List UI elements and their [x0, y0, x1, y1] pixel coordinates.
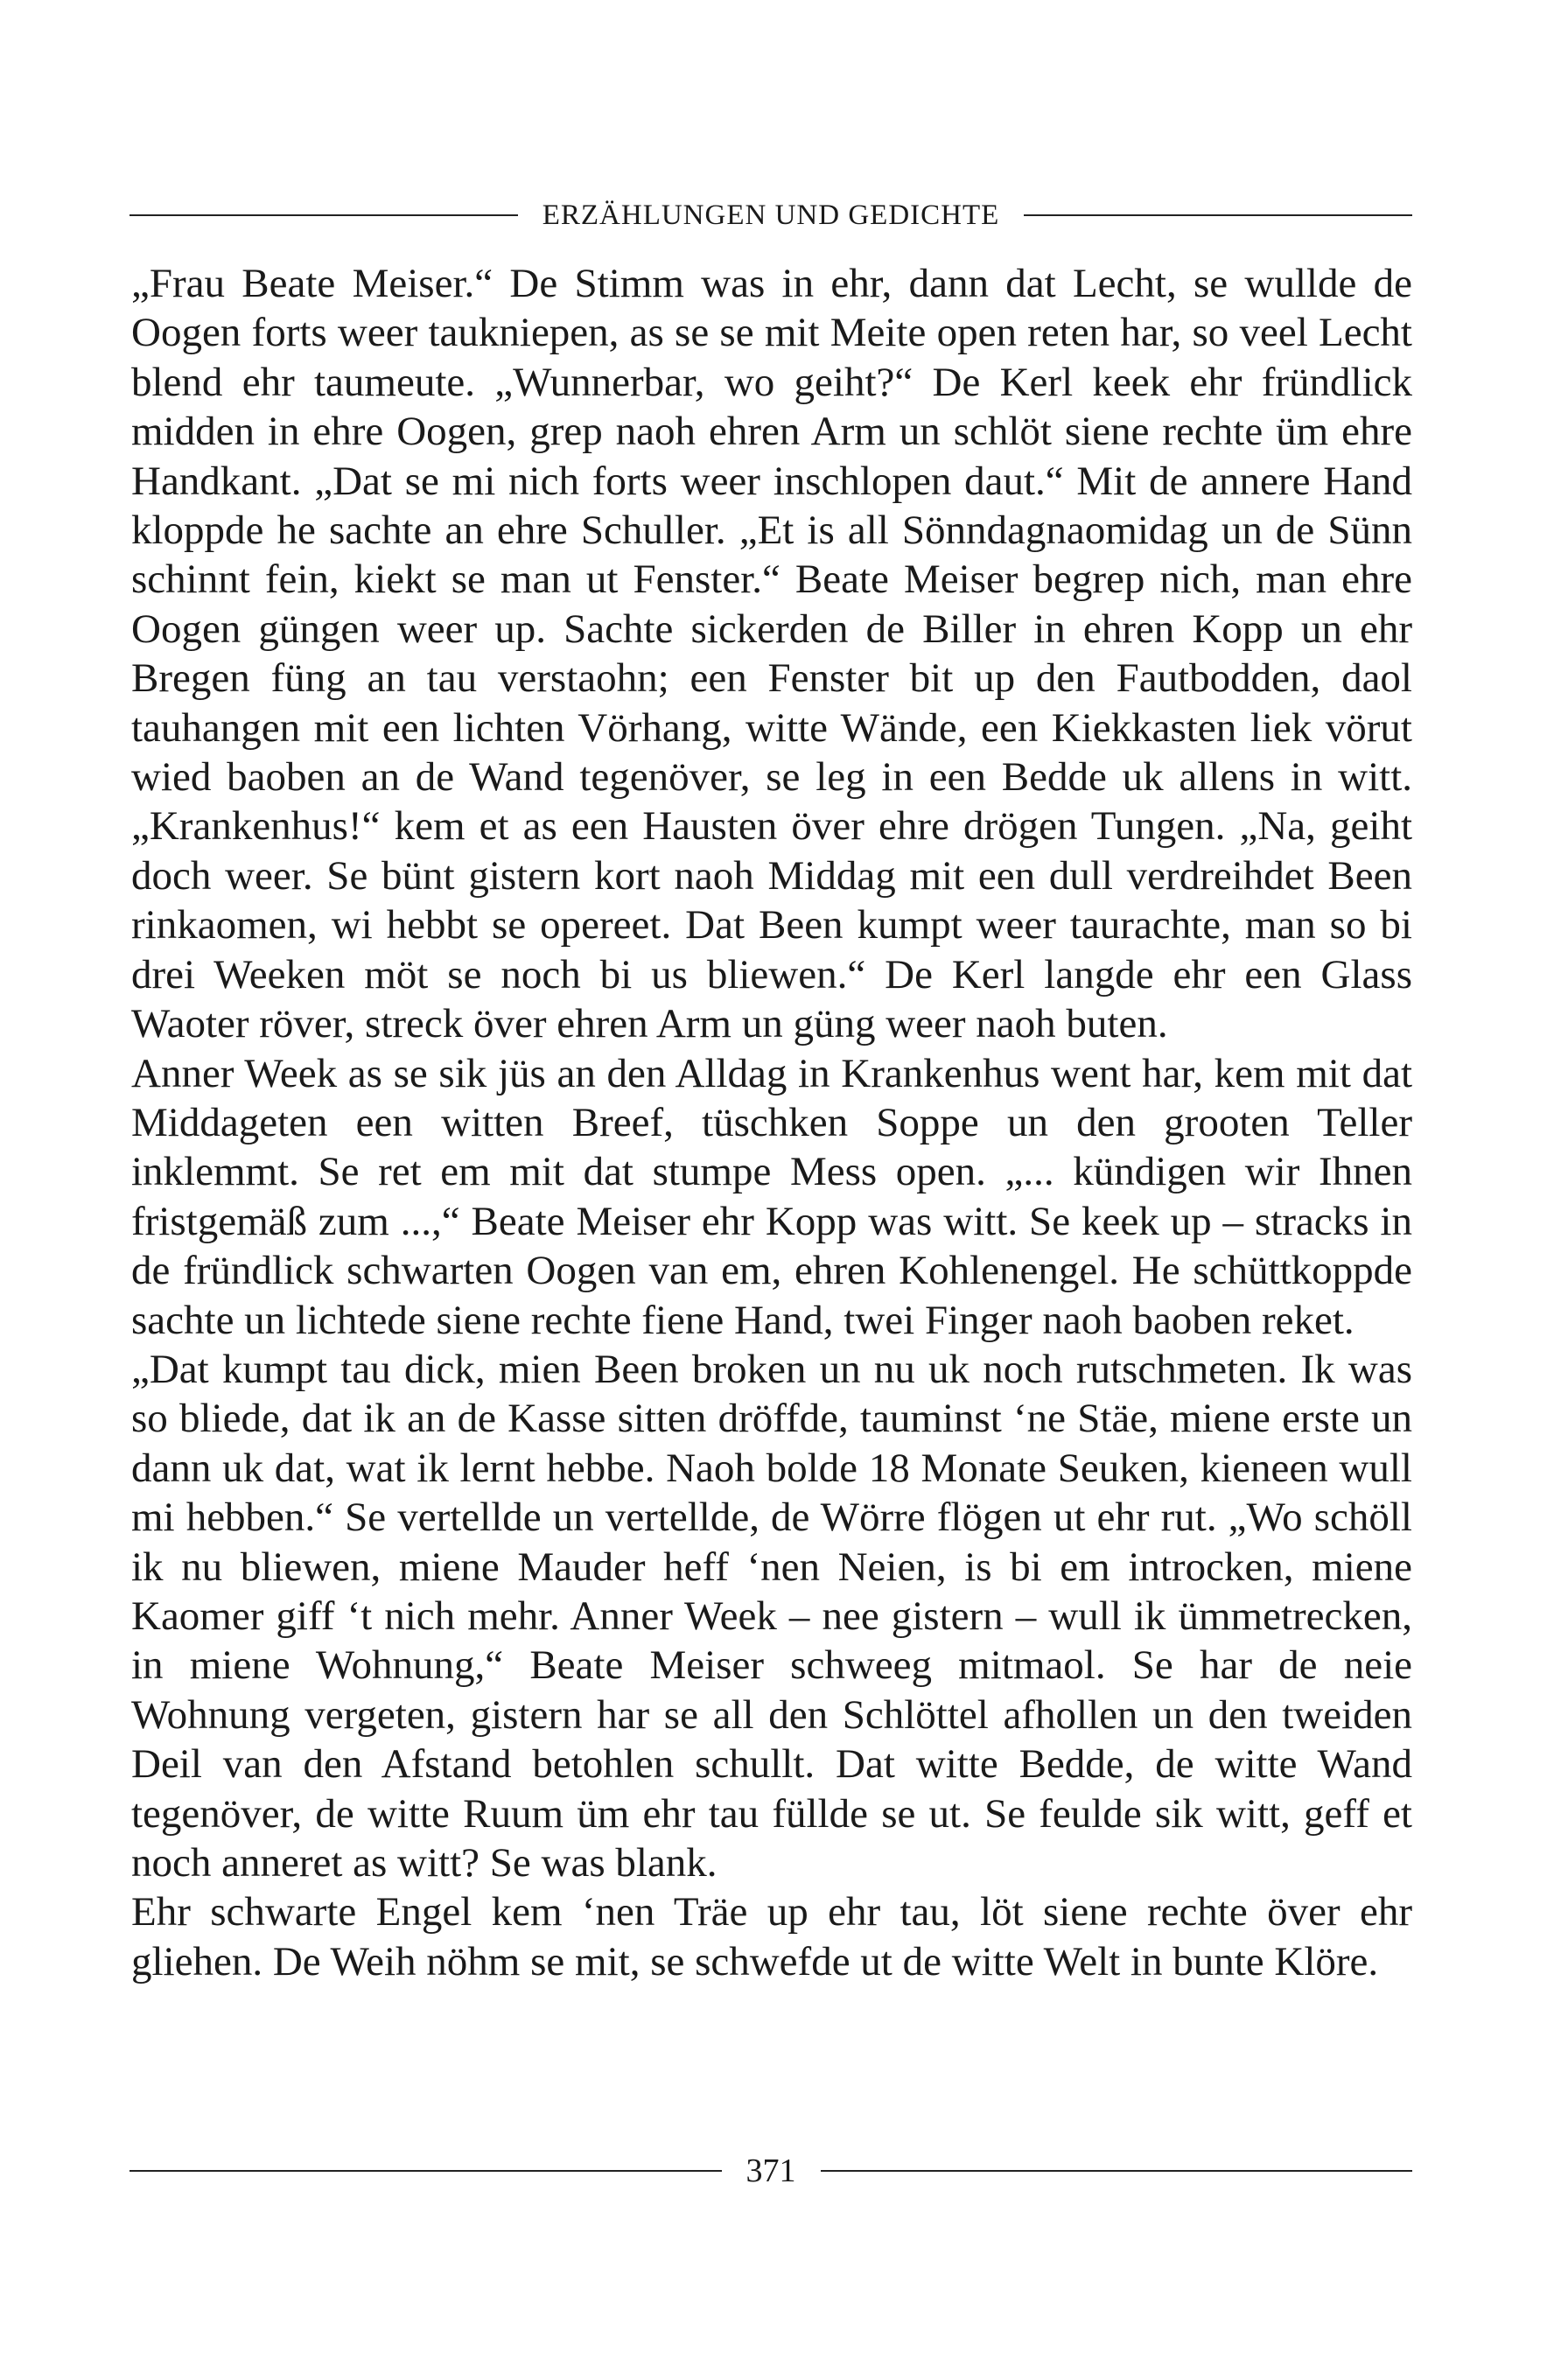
footer-rule-right [821, 2170, 1413, 2172]
paragraph: „Dat kumpt tau dick, mien Been broken un nu uk noch rutschmeten. Ik was so bliede, dat ik an de Kasse sitten dröffde, tauminst ‘ne Stäe, miene erste un dann uk dat, wat ik lernt hebbe. Naoh bolde 18 Monate Seuken, kieneen wull mi hebben.“ Se vertellde un vertellde, de Wörre flögen ut ehr rut. „Wo schöll ik nu bliewen, miene Mauder heff ‘nen Neien, is bi em introcken, miene Kaomer giff ‘t nich mehr. Anner Week – nee gistern – wull ik ümmetrecken, in miene Wohnung,“ Beate Meiser schweeg mitmaol. Se har de neie Wohnung vergeten, gistern har se all den Schlöttel afhollen un den tweiden Deil van den Afstand betohlen schullt. Dat witte Bedde, de witte Wand tegenöver, de witte Ruum üm ehr tau füllde se ut. Se feulde sik witt, geff et noch anneret as witt? Se was blank. [131, 1346, 1412, 1886]
footer-rule-left [130, 2170, 722, 2172]
paragraph: „Frau Beate Meiser.“ De Stimm was in ehr, dann dat Lecht, se wullde de Oogen forts weer taukniepen, as se se mit Meite open reten har, so veel Lecht blend ehr taumeute. „Wunnerbar, wo geiht?“ De Kerl keek ehr fründlick midden in ehre Oogen, grep naoh ehren Arm un schlöt siene rechte üm ehre Handkant. „Dat se mi nich forts weer inschlopen daut.“ Mit de annere Hand kloppde he sachte an ehre Schuller. „Et is all Sönndagnaomidag un de Sünn schinnt fein, kiekt se man ut Fenster.“ Beate Meiser begrep nich, man ehre Oogen güngen weer up. Sachte sickerden de Biller in ehren Kopp un ehr Bregen füng an tau verstaohn; een Fenster bit up den Fautbodden, daol tauhangen mit een lichten Vörhang, witte Wände, een Kiekkasten liek vörut wied baoben an de Wand tegenöver, se leg in een Bedde uk allens in witt. „Krankenhus!“ kem et as een Hausten över ehre drögen Tungen. „Na, geiht doch weer. Se bünt gistern kort naoh Middag mit een dull verdreihdet Been rinkaomen, wi hebbt se opereet. Dat Been kumpt weer taurachte, man so bi drei Weeken möt se noch bi us bliewen.“ De Kerl langde ehr een Glass Waoter röver, streck över ehren Arm un güng weer naoh buten. [131, 261, 1412, 1047]
page-number: 371 [746, 2152, 796, 2189]
paragraph: Ehr schwarte Engel kem ‘nen Träe up ehr tau, löt siene rechte över ehr gliehen. De Weih nöhm se mit, se schwefde ut de witte Welt in bunte Klöre. [131, 1889, 1412, 1984]
header-rule-left [130, 214, 518, 216]
page-footer [130, 2149, 1412, 2193]
body-text [131, 259, 1412, 1986]
paragraph: Anner Week as se sik jüs an den Alldag in Krankenhus went har, kem mit dat Middageten een witten Breef, tüschken Soppe un den grooten Teller inklemmt. Se ret em mit dat stumpe Mess open. „... kündigen wir Ihnen fristgemäß zum ...,“ Beate Meiser ehr Kopp was witt. Se keek up – stracks in de fründlick schwarten Oogen van em, ehren Kohlenengel. He schüttkoppde sachte un lichtede siene rechte fiene Hand, twei Finger naoh baoben reket. [131, 1050, 1412, 1343]
running-head-title: ERZÄHLUNGEN UND GEDICHTE [542, 199, 1000, 231]
running-head [130, 196, 1412, 234]
header-rule-right [1024, 214, 1412, 216]
